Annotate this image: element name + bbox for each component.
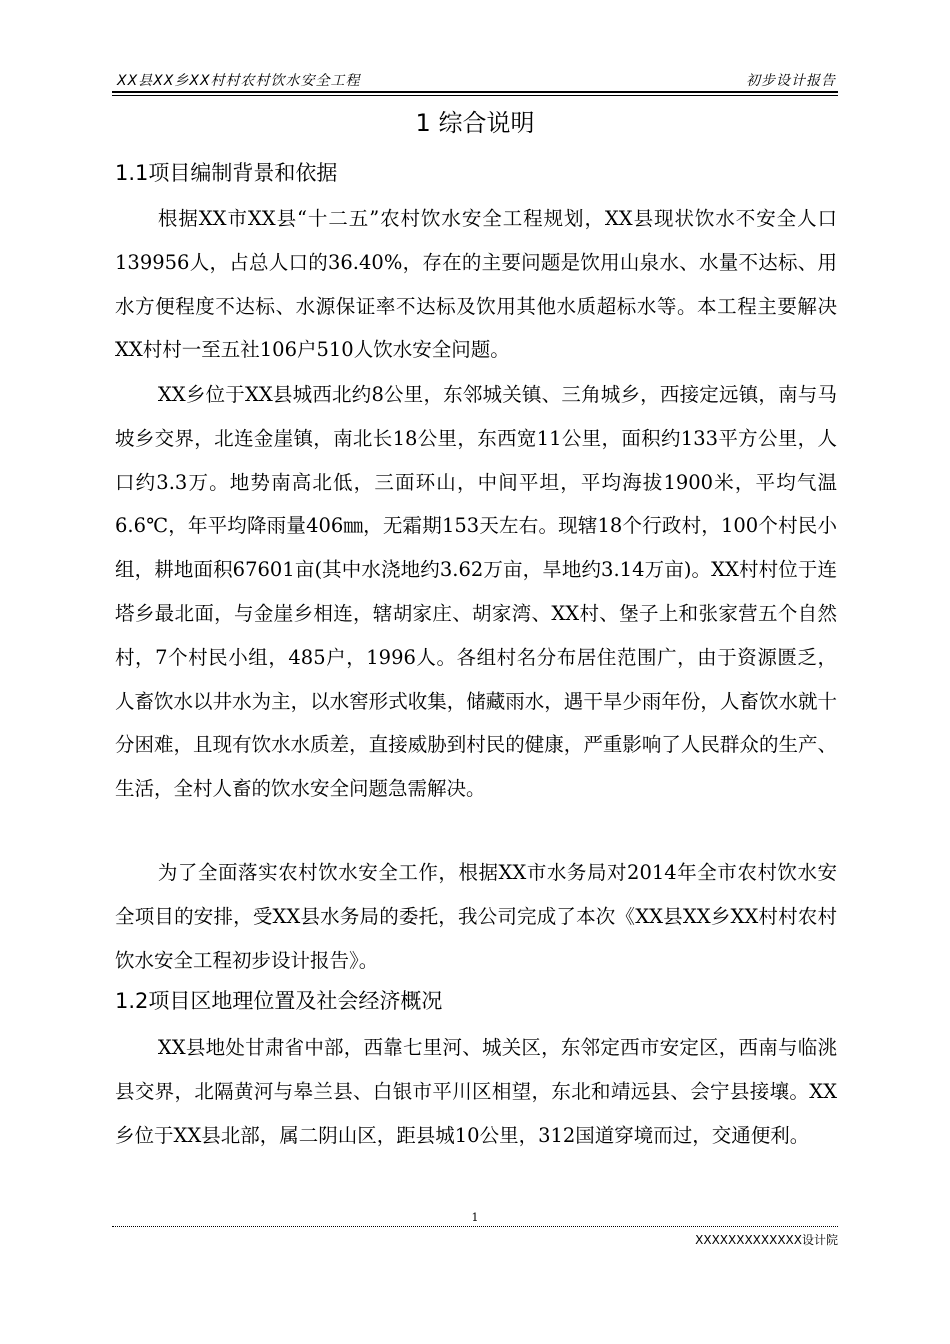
chapter-title: 1 综合说明 [415, 109, 535, 137]
section-heading-1-2: 1.2项目区地理位置及社会经济概况 [115, 989, 443, 1013]
header-rule-thick [112, 91, 838, 93]
footer-organization: XXXXXXXXXXXXX设计院 [695, 1233, 838, 1247]
page-number: 1 [471, 1211, 479, 1224]
paragraph-background: 根据XX市XX县“十二五”农村饮水安全工程规划，XX县现状饮水不安全人口139956人，占总人口的36.40%，存在的主要问题是饮用山泉水、水量不达标、用水方便程度不达标、水源保证率不达标及饮用其他水质超标水等。本工程主要解决XX村村一至五社106户510人饮水安全问题。 [115, 207, 837, 362]
header-project-title: XX县XX乡XX村村农村饮水安全工程 [117, 73, 361, 89]
paragraph-township-overview: XX乡位于XX县城西北约8公里，东邻城关镇、三角城乡，西接定远镇，南与马坡乡交界，北连金崖镇，南北长18公里，东西宽11公里，面积约133平方公里，人口约3.3万。地势南高北低，三面环山，中间平坦，平均海拔1900米，平均气温6.6℃，年平均降雨量406㎜，无霜期153天左右。现辖18个行政村，100个村民小组，耕地面积67601亩(其中水浇地约3.62万亩，旱地约3.14万亩)。XX村村位于连塔乡最北面，与金崖乡相连，辖胡家庄、胡家湾、XX村、堡子上和张家营五个自然村，7个村民小组，485户，1996人。各组村名分布居住范围广，由于资源匮乏，人畜饮水以井水为主，以水窖形式收集，储藏雨水，遇干旱少雨年份，人畜饮水就十分困难，且现有饮水水质差，直接威胁到村民的健康，严重影响了人民群众的生产、生活，全村人畜的饮水安全问题急需解决。 [115, 383, 837, 801]
paragraph-commission: 为了全面落实农村饮水安全工作，根据XX市水务局对2014年全市农村饮水安全项目的安排，受XX县水务局的委托，我公司完成了本次《XX县XX乡XX村村农村饮水安全工程初步设计报告》。 [115, 861, 837, 972]
paragraph-geography: XX县地处甘肃省中部，西靠七里河、城关区，东邻定西市安定区，西南与临洮县交界，北隔黄河与皋兰县、白银市平川区相望，东北和靖远县、会宁县接壤。XX乡位于XX县北部，属二阴山区，距县城10公里，312国道穿境而过，交通便利。 [115, 1036, 837, 1147]
header-report-type: 初步设计报告 [746, 73, 836, 89]
footer-rule [112, 1226, 838, 1227]
section-heading-1-1: 1.1项目编制背景和依据 [115, 161, 338, 185]
header-rule-thin [112, 95, 838, 96]
